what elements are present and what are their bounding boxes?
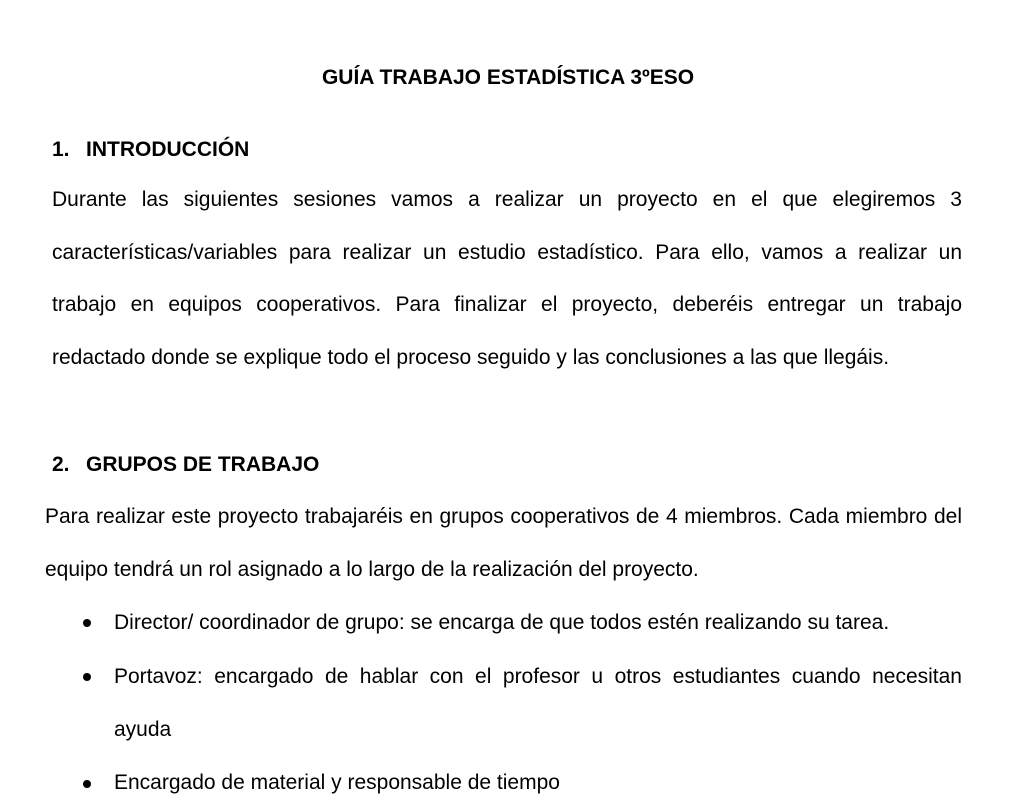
- section-heading-text: INTRODUCCIÓN: [86, 138, 250, 161]
- document-title: GUÍA TRABAJO ESTADÍSTICA 3ºESO: [321, 66, 695, 89]
- bullet-icon: [83, 619, 91, 627]
- role-text: Encargado de material y responsable de tiempo: [114, 771, 560, 794]
- intro-paragraph: Durante las siguientes sesiones vamos a realizar un proyecto en el que elegiremos 3 características/variables para realizar un estudio estadístico. Para ello, vamos a realizar un trabajo en equipos cooperativos. Para finalizar el proyecto, deberéis entregar un trabajo redactado donde se explique todo el proceso seguido y las conclusiones a las que llegáis.: [52, 188, 962, 369]
- groups-paragraph: Para realizar este proyecto trabajaréis en grupos cooperativos de 4 miembros. Cada miembro del equipo tendrá un rol asignado a lo largo de la realización del proyecto.: [45, 505, 962, 581]
- section-heading-text: GRUPOS DE TRABAJO: [86, 453, 320, 476]
- bullet-icon: [83, 673, 91, 681]
- role-text: Director/ coordinador de grupo: se encarga de que todos estén realizando su tarea.: [114, 611, 890, 634]
- section-number: 1.: [52, 138, 70, 161]
- bullet-icon: [83, 780, 91, 788]
- section-heading-grupos: [52, 451, 319, 479]
- role-text: Portavoz: encargado de hablar con el profesor u otros estudiantes cuando necesitan ayuda: [114, 665, 962, 741]
- section-heading-introduccion: [52, 136, 249, 164]
- section-number: 2.: [52, 453, 70, 476]
